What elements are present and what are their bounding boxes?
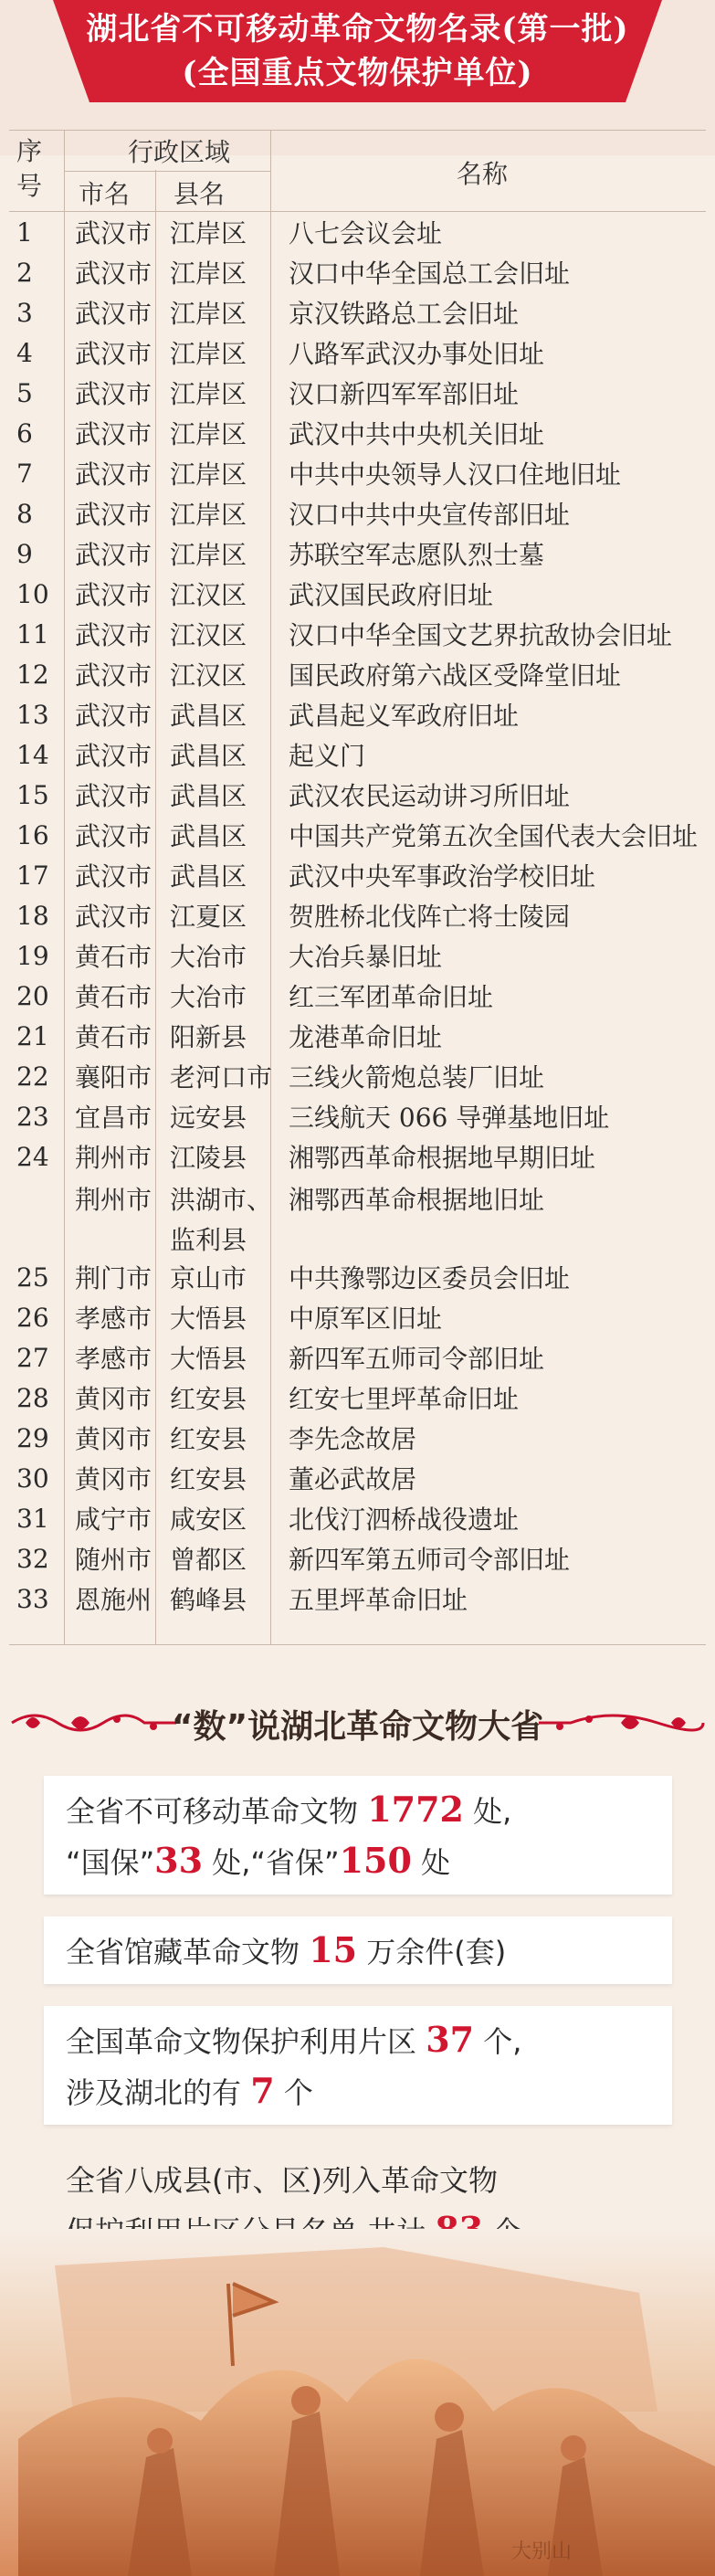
index-header xyxy=(16,134,53,204)
table-body xyxy=(9,212,706,1619)
table-row xyxy=(9,1458,706,1498)
table-row xyxy=(9,1498,706,1538)
row-county: 江汉区 xyxy=(170,660,247,691)
region-header: 行政区域 xyxy=(128,137,231,167)
table-row xyxy=(9,333,706,373)
row-city: 武汉市 xyxy=(75,620,152,650)
header-divider xyxy=(64,171,270,172)
row-city: 武汉市 xyxy=(75,902,152,932)
row-name: 中共中央领导人汉口住地旧址 xyxy=(289,459,622,490)
row-index: 17 xyxy=(16,860,49,891)
table-row xyxy=(9,533,706,574)
row-index: 8 xyxy=(16,498,33,529)
row-city: 武汉市 xyxy=(75,379,152,409)
row-index: 30 xyxy=(16,1462,49,1494)
stat-immovable xyxy=(44,1776,672,1895)
row-name: 贺胜桥北伐阵亡将士陵园 xyxy=(289,902,571,932)
row-name: 湘鄂西革命根据地早期旧址 xyxy=(289,1143,596,1173)
row-county: 江岸区 xyxy=(170,259,247,289)
row-name: 五里坪革命旧址 xyxy=(289,1585,468,1615)
stat-number: 1772 xyxy=(367,1789,464,1830)
row-index: 23 xyxy=(16,1101,49,1132)
stat-text: 全国革命文物保护利用片区 xyxy=(66,2024,426,2059)
row-city: 黄石市 xyxy=(75,982,152,1012)
table-row xyxy=(9,453,706,493)
row-city: 武汉市 xyxy=(75,701,152,731)
row-city: 武汉市 xyxy=(75,580,152,610)
row-city: 黄冈市 xyxy=(75,1464,152,1494)
table-row xyxy=(9,1538,706,1578)
row-index: 32 xyxy=(16,1543,49,1574)
row-index: 28 xyxy=(16,1382,49,1413)
table-row xyxy=(9,574,706,614)
row-county: 江岸区 xyxy=(170,339,247,369)
page-subtitle: (全国重点文物保护单位) xyxy=(182,55,533,91)
row-name: 三线火箭炮总装厂旧址 xyxy=(289,1062,545,1093)
row-city: 武汉市 xyxy=(75,861,152,892)
row-name: 武汉国民政府旧址 xyxy=(289,580,494,610)
row-index: 13 xyxy=(16,699,49,730)
row-city: 黄石市 xyxy=(75,942,152,972)
row-city: 孝感市 xyxy=(75,1344,152,1374)
row-county: 江岸区 xyxy=(170,218,247,248)
row-city: 武汉市 xyxy=(75,259,152,289)
stat-number: 33 xyxy=(154,1840,204,1881)
row-name: 李先念故居 xyxy=(289,1424,417,1454)
row-county: 红安县 xyxy=(170,1424,247,1454)
row-county: 江岸区 xyxy=(170,379,247,409)
row-name: 大冶兵暴旧址 xyxy=(289,942,443,972)
row-name: 八七会议会址 xyxy=(289,218,443,248)
row-name: 中国共产党第五次全国代表大会旧址 xyxy=(289,821,699,851)
row-name: 武昌起义军政府旧址 xyxy=(289,701,520,731)
row-index: 18 xyxy=(16,900,49,931)
engraved-inscription: 大别山 xyxy=(511,2540,573,2563)
row-county: 武昌区 xyxy=(170,861,247,892)
table-row xyxy=(9,252,706,292)
row-name: 起义门 xyxy=(289,741,366,771)
row-index: 3 xyxy=(16,297,33,328)
row-county: 江岸区 xyxy=(170,299,247,329)
page-title: 湖北省不可移动革命文物名录(第一批) xyxy=(86,11,629,48)
table-header xyxy=(9,131,706,212)
row-county: 大冶市 xyxy=(170,942,247,972)
table-row xyxy=(9,734,706,775)
row-index: 14 xyxy=(16,739,49,770)
row-index: 5 xyxy=(16,377,33,408)
row-index: 4 xyxy=(16,337,33,368)
row-index: 6 xyxy=(16,417,33,449)
row-index: 7 xyxy=(16,458,33,489)
row-county: 大悟县 xyxy=(170,1304,247,1334)
table-row xyxy=(9,1378,706,1418)
table-row xyxy=(9,493,706,533)
row-county: 江夏区 xyxy=(170,902,247,932)
row-index: 22 xyxy=(16,1061,49,1092)
row-county: 江汉区 xyxy=(170,580,247,610)
stats-title: “数”说湖北革命文物大省 xyxy=(171,1708,544,1746)
row-index: 19 xyxy=(16,940,49,971)
row-county: 江岸区 xyxy=(170,419,247,449)
row-city: 宜昌市 xyxy=(75,1103,152,1133)
table-row xyxy=(9,1418,706,1458)
table-row xyxy=(9,292,706,333)
row-city: 武汉市 xyxy=(75,339,152,369)
row-index: 9 xyxy=(16,538,33,569)
relics-table xyxy=(9,130,706,1619)
table-row xyxy=(9,1136,706,1177)
row-name: 湘鄂西革命根据地旧址 xyxy=(289,1185,545,1215)
row-name: 董必武故居 xyxy=(289,1464,417,1494)
row-city: 武汉市 xyxy=(75,299,152,329)
row-name: 三线航天 066 导弹基地旧址 xyxy=(289,1103,610,1133)
row-county: 咸安区 xyxy=(170,1504,247,1535)
row-index: 24 xyxy=(16,1141,49,1172)
stat-text: 万余件(套) xyxy=(357,1935,507,1969)
stat-text: 全省不可移动革命文物 xyxy=(66,1794,368,1829)
row-name: 京汉铁路总工会旧址 xyxy=(289,299,520,329)
row-county: 鹤峰县 xyxy=(170,1585,247,1615)
row-city: 荆州市 xyxy=(75,1143,152,1173)
row-county: 武昌区 xyxy=(170,821,247,851)
stat-text: 涉及湖北的有 xyxy=(66,2075,251,2110)
revolution-sculpture-image xyxy=(0,2229,715,2576)
row-name: 汉口中华全国文艺界抗敌协会旧址 xyxy=(289,620,673,650)
table-row xyxy=(9,413,706,453)
table-row xyxy=(9,654,706,694)
row-city: 孝感市 xyxy=(75,1304,152,1334)
row-name: 新四军第五师司令部旧址 xyxy=(289,1545,571,1575)
row-name: 八路军武汉办事处旧址 xyxy=(289,339,545,369)
row-index: 27 xyxy=(16,1342,49,1373)
stat-zones-line1 xyxy=(66,2015,650,2066)
row-index: 12 xyxy=(16,659,49,690)
row-county: 江岸区 xyxy=(170,540,247,570)
row-city: 武汉市 xyxy=(75,781,152,811)
row-name: 武汉农民运动讲习所旧址 xyxy=(289,781,571,811)
row-city: 咸宁市 xyxy=(75,1504,152,1535)
row-name: 武汉中共中央机关旧址 xyxy=(289,419,545,449)
row-city: 武汉市 xyxy=(75,540,152,570)
index-header-label: 序号 xyxy=(16,136,43,201)
row-name: 国民政府第六战区受降堂旧址 xyxy=(289,660,622,691)
row-county: 老河口市 xyxy=(170,1062,273,1093)
table-row xyxy=(9,373,706,413)
row-city: 随州市 xyxy=(75,1545,152,1575)
row-county: 江陵县 xyxy=(170,1143,247,1173)
stat-text: 个, xyxy=(474,2024,522,2059)
row-name: 中共豫鄂边区委员会旧址 xyxy=(289,1263,571,1293)
row-name: 北伐汀泗桥战役遗址 xyxy=(289,1504,520,1535)
stat-text: 处 xyxy=(411,1845,451,1880)
row-index: 11 xyxy=(16,618,49,649)
row-index: 26 xyxy=(16,1302,49,1333)
stat-text: 全省八成县(市、区)列入革命文物 xyxy=(66,2163,498,2198)
row-city: 武汉市 xyxy=(75,459,152,490)
table-row xyxy=(9,1257,706,1297)
table-row xyxy=(9,614,706,654)
row-index: 16 xyxy=(16,819,49,850)
row-index: 25 xyxy=(16,1262,49,1293)
row-county: 江岸区 xyxy=(170,459,247,490)
row-index: 29 xyxy=(16,1422,49,1453)
row-city: 荆门市 xyxy=(75,1263,152,1293)
row-city: 恩施州 xyxy=(75,1585,152,1615)
stat-number: 15 xyxy=(309,1929,358,1970)
table-row xyxy=(9,1337,706,1378)
stat-number: 7 xyxy=(250,2070,275,2111)
stat-collection xyxy=(44,1916,672,1984)
row-county: 江岸区 xyxy=(170,500,247,530)
table-row xyxy=(9,815,706,855)
row-name: 新四军五师司令部旧址 xyxy=(289,1344,545,1374)
stat-number: 37 xyxy=(426,2019,475,2060)
row-name: 苏联空军志愿队烈士墓 xyxy=(289,540,545,570)
row-index: 31 xyxy=(16,1503,49,1534)
row-city: 黄石市 xyxy=(75,1022,152,1052)
table-row xyxy=(9,1177,706,1257)
name-header: 名称 xyxy=(457,159,509,189)
row-index: 33 xyxy=(16,1583,49,1614)
row-index: 2 xyxy=(16,257,33,288)
row-name: 武汉中央军事政治学校旧址 xyxy=(289,861,596,892)
row-name: 红三军团革命旧址 xyxy=(289,982,494,1012)
row-index: 10 xyxy=(16,578,49,609)
table-row xyxy=(9,855,706,895)
stat-text: “国保” xyxy=(66,1845,155,1880)
row-city: 武汉市 xyxy=(75,660,152,691)
table-bottom-rule xyxy=(9,1644,706,1645)
row-county: 武昌区 xyxy=(170,701,247,731)
row-county: 红安县 xyxy=(170,1464,247,1494)
stat-text: 处,“省保” xyxy=(203,1845,340,1880)
stat-text: 个 xyxy=(274,2075,313,2110)
row-name: 中原军区旧址 xyxy=(289,1304,443,1334)
row-county: 红安县 xyxy=(170,1384,247,1414)
row-county: 江汉区 xyxy=(170,620,247,650)
stat-immovable-line1 xyxy=(66,1785,650,1836)
row-index: 15 xyxy=(16,779,49,810)
row-city: 武汉市 xyxy=(75,741,152,771)
table-row xyxy=(9,1056,706,1096)
row-index: 1 xyxy=(16,216,33,248)
row-city: 武汉市 xyxy=(75,218,152,248)
row-name: 汉口新四军军部旧址 xyxy=(289,379,520,409)
row-index: 20 xyxy=(16,980,49,1011)
row-city: 武汉市 xyxy=(75,821,152,851)
row-city: 荆州市 xyxy=(75,1185,152,1215)
stat-zones xyxy=(44,2006,672,2125)
row-name: 龙港革命旧址 xyxy=(289,1022,443,1052)
county-header: 县名 xyxy=(173,179,226,209)
row-county: 武昌区 xyxy=(170,741,247,771)
row-county: 曾都区 xyxy=(170,1545,247,1575)
table-row xyxy=(9,895,706,935)
table-row xyxy=(9,976,706,1016)
row-county: 武昌区 xyxy=(170,781,247,811)
stat-text: 全省馆藏革命文物 xyxy=(66,1935,310,1969)
row-name: 红安七里坪革命旧址 xyxy=(289,1384,520,1414)
table-row xyxy=(9,694,706,734)
row-city: 襄阳市 xyxy=(75,1062,152,1093)
row-county-line2: 监利县 xyxy=(170,1225,247,1255)
row-city: 武汉市 xyxy=(75,419,152,449)
row-name: 汉口中共中央宣传部旧址 xyxy=(289,500,571,530)
stat-zones-line2 xyxy=(66,2066,650,2117)
table-row xyxy=(9,775,706,815)
city-header: 市名 xyxy=(79,179,131,209)
stat-text: 处, xyxy=(463,1794,512,1829)
table-row xyxy=(9,935,706,976)
row-city: 黄冈市 xyxy=(75,1384,152,1414)
stat-number: 150 xyxy=(339,1840,412,1881)
row-county: 洪湖市、 xyxy=(170,1185,273,1215)
row-county: 远安县 xyxy=(170,1103,247,1133)
row-county: 大冶市 xyxy=(170,982,247,1012)
row-city: 黄冈市 xyxy=(75,1424,152,1454)
row-county: 大悟县 xyxy=(170,1344,247,1374)
row-index: 21 xyxy=(16,1020,49,1051)
table-row xyxy=(9,1297,706,1337)
table-row xyxy=(9,212,706,252)
table-row xyxy=(9,1096,706,1136)
row-city: 武汉市 xyxy=(75,500,152,530)
table-row xyxy=(9,1016,706,1056)
row-county: 京山市 xyxy=(170,1263,247,1293)
row-name: 汉口中华全国总工会旧址 xyxy=(289,259,571,289)
table-row xyxy=(9,1578,706,1619)
row-county: 阳新县 xyxy=(170,1022,247,1052)
stat-immovable-line2 xyxy=(66,1836,650,1887)
